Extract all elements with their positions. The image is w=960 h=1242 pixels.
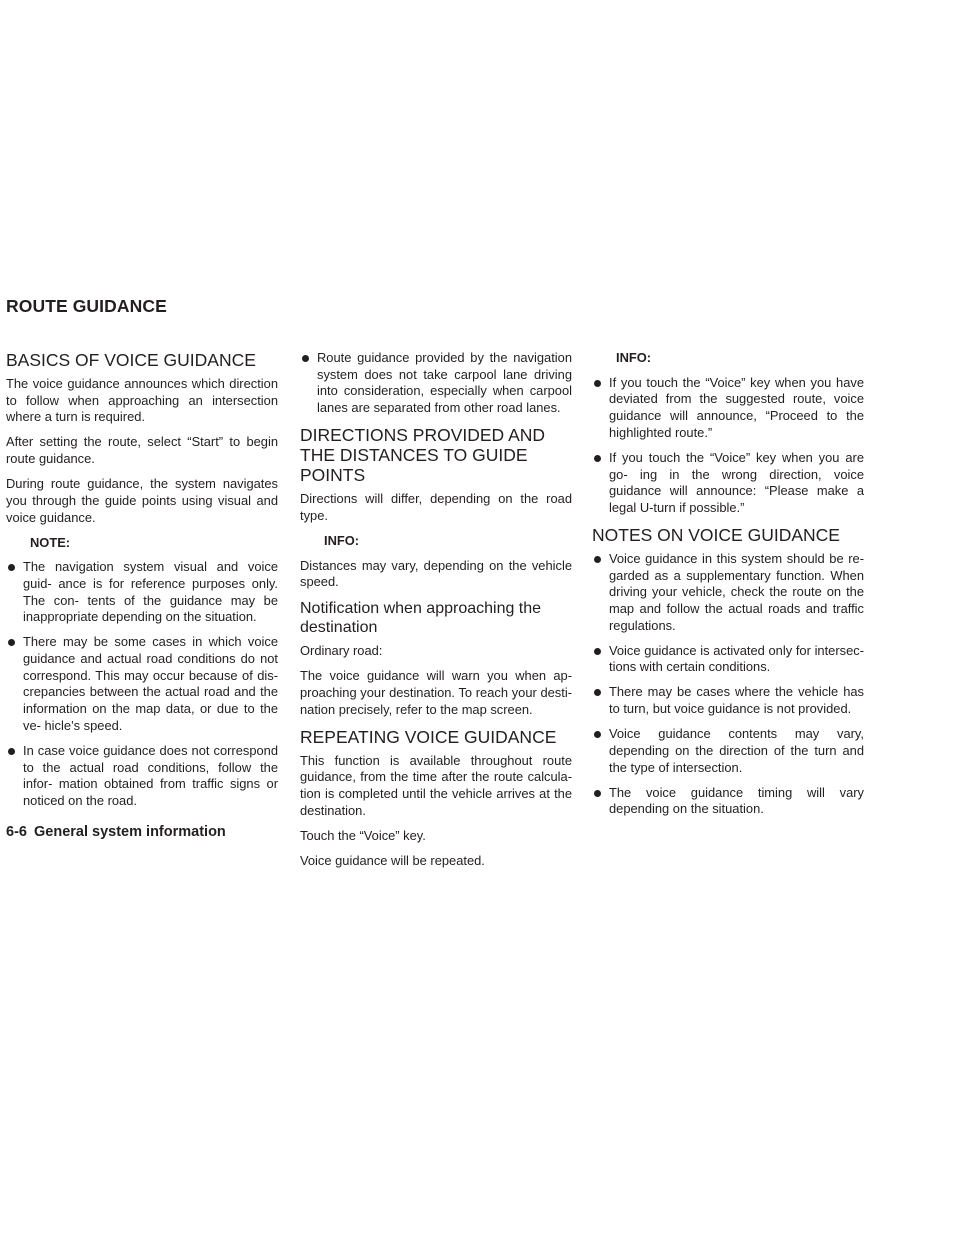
paragraph-touch-voice-key: Touch the “Voice” key.	[300, 827, 426, 843]
list-item	[592, 785, 864, 818]
note-list-continued	[300, 350, 572, 417]
list-item-text: Route guidance provided by the navigation system does not take carpool lane driving into consideration, especially when carpool lanes are separated from other road lanes.	[317, 350, 572, 416]
list-item	[6, 634, 278, 734]
bullet-icon	[594, 790, 601, 797]
list-item	[592, 551, 864, 635]
list-item-text: The voice guidance timing will vary depending on the situation.	[609, 784, 864, 817]
paragraph-ordinary-road: Ordinary road:	[300, 643, 383, 659]
column-2	[300, 350, 572, 878]
bullet-icon	[594, 731, 601, 738]
paragraph-distances-vary: Distances may vary, depending on the vehicle speed.	[300, 557, 572, 590]
list-item	[592, 643, 864, 676]
list-item-text: If you touch the “Voice” key when you are go- ing in the wrong direction, voice guidance will announce: “Please make a legal U-turn if possible.”	[609, 449, 864, 515]
heading-repeating-voice-guidance: REPEATING VOICE GUIDANCE	[300, 726, 557, 747]
heading-notification-destination: Notification when approaching the destination	[300, 600, 542, 637]
paragraph-directions-differ: Directions will differ, depending on the road type.	[300, 491, 572, 523]
info-label: INFO:	[324, 532, 360, 548]
note-label: NOTE:	[30, 534, 71, 550]
bullet-icon	[302, 355, 309, 362]
column-1	[6, 350, 278, 818]
bullet-icon	[8, 639, 15, 646]
bullet-icon	[8, 564, 15, 571]
heading-directions-provided: DIRECTIONS PROVIDED AND THE DISTANCES TO GUIDE POINTS	[300, 425, 546, 486]
list-item-text: If you touch the “Voice” key when you have deviated from the suggested route, voice guidance will announce, “Proceed to the highlighted route.”	[609, 374, 864, 440]
paragraph-function-available: This function is available throughout route guidance, from the time after the route calcula- tion is completed until the vehicle arrives at the destination.	[300, 752, 572, 818]
list-item-text: Voice guidance in this system should be re- garded as a supplementary function. When driving your vehicle, check the route on the map and follow the actual roads and traffic regulations.	[609, 550, 864, 633]
notes-list	[592, 551, 864, 818]
list-item	[300, 350, 572, 417]
page-title: ROUTE GUIDANCE	[6, 296, 167, 316]
bullet-icon	[594, 455, 601, 462]
column-3	[592, 350, 864, 826]
bullet-icon	[594, 380, 601, 387]
footer-section-title: General system information	[34, 824, 226, 840]
list-item-text: There may be cases where the vehicle has to turn, but voice guidance is not provided.	[609, 684, 864, 717]
page-number: 6-6	[6, 824, 27, 840]
paragraph-setting-route: After setting the route, select “Start” to begin route guidance.	[6, 434, 278, 467]
paragraph-voice-warn: The voice guidance will warn you when ap- proaching your destination. To reach your desti- nation precisely, refer to the map screen.	[300, 668, 572, 717]
bullet-icon	[594, 556, 601, 563]
list-item	[592, 450, 864, 517]
info-list	[592, 375, 864, 517]
info-label: INFO:	[616, 350, 652, 365]
bullet-icon	[594, 689, 601, 696]
list-item-text: The navigation system visual and voice guid- ance is for reference purposes only. The con- tents of the guidance may be inappropriate depending on the situation.	[23, 559, 278, 625]
list-item-text: Voice guidance is activated only for intersec- tions with certain conditions.	[609, 642, 864, 675]
list-item	[6, 559, 278, 626]
list-item-text: In case voice guidance does not correspond to the actual road conditions, follow the infor- mation obtained from traffic signs or noticed on the road.	[23, 742, 278, 808]
list-item-text: Voice guidance contents may vary, depending on the direction of the turn and the type of intersection.	[609, 726, 864, 775]
list-item	[6, 743, 278, 810]
list-item	[592, 726, 864, 776]
bullet-icon	[594, 648, 601, 655]
heading-basics-of-voice-guidance: BASICS OF VOICE GUIDANCE	[6, 350, 256, 370]
paragraph-during-route-guidance: During route guidance, the system navigates you through the guide points using visual and voice guidance.	[6, 476, 278, 525]
list-item	[592, 375, 864, 442]
list-item	[592, 684, 864, 717]
bullet-icon	[8, 748, 15, 755]
list-item-text: There may be some cases in which voice guidance and actual road conditions do not correspond. This may occur because of dis- crepancies between the actual road and the information on the map data, or due to the ve- hicle’s speed.	[23, 634, 278, 733]
note-list	[6, 559, 278, 809]
paragraph-voice-guidance-announces: The voice guidance announces which direction to follow when approaching an intersection where a turn is required.	[6, 376, 278, 425]
paragraph-voice-repeated: Voice guidance will be repeated.	[300, 852, 485, 868]
page-footer	[6, 824, 226, 840]
heading-notes-on-voice-guidance: NOTES ON VOICE GUIDANCE	[592, 524, 840, 545]
